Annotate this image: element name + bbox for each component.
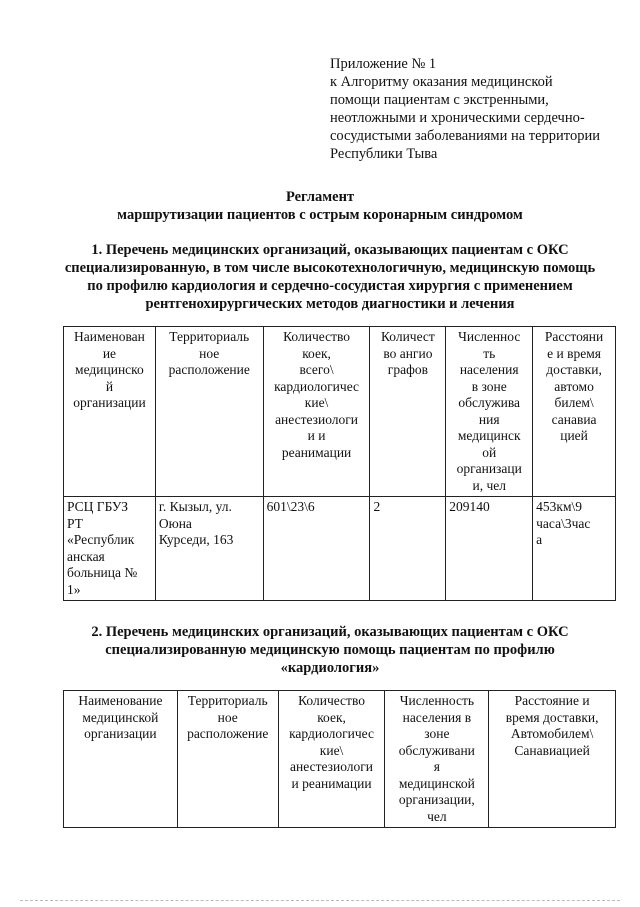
section-2-heading xyxy=(40,623,620,677)
table-cell xyxy=(370,497,446,601)
header-text-line: Количест xyxy=(380,329,435,344)
cell-text-line: РТ xyxy=(67,515,83,531)
header-text-line: кие\ xyxy=(304,395,329,410)
header-text-line: ие xyxy=(102,345,117,361)
table-header-row xyxy=(64,691,616,828)
header-text-line: и и xyxy=(307,428,326,443)
table-header-cell xyxy=(155,327,263,497)
cell-text-line: часа\3час xyxy=(536,515,591,531)
table-header-cell xyxy=(489,691,616,828)
header-text-line: е и время xyxy=(547,345,601,361)
section-1-table xyxy=(63,326,616,601)
header-text-line: Численнос xyxy=(458,329,521,344)
header-text-line: ть xyxy=(483,345,496,361)
table-header-cell xyxy=(385,691,489,828)
header-text-line: в зоне xyxy=(471,378,507,394)
header-text-line: медицинской xyxy=(398,775,475,791)
header-text-line: Численность xyxy=(399,693,475,708)
header-text-line: и, чел xyxy=(472,477,506,493)
header-text-line: анестезиологи xyxy=(275,411,359,427)
cell-text-line: 209140 xyxy=(449,499,490,514)
header-text-line: расположение xyxy=(187,726,269,741)
header-text-line: автомо xyxy=(554,378,594,394)
section-1-heading-line: рентгенохирургических методов диагностики и лечения xyxy=(145,296,515,312)
table-cell xyxy=(64,497,156,601)
header-text-line: анестезиологи xyxy=(290,759,374,774)
cell-text-line: 2 xyxy=(373,499,381,514)
header-text-line: билем\ xyxy=(554,395,594,410)
regulation-subtitle: маршрутизации пациентов с острым коронарным синдромом xyxy=(117,207,523,223)
table-header-cell xyxy=(278,691,385,828)
header-text-line: цией xyxy=(560,428,588,443)
header-text-line: Автомобилем\ xyxy=(510,726,594,741)
header-text-line: всего\ xyxy=(299,362,334,377)
cell-text-line: Оюна xyxy=(158,515,192,531)
table-header-cell xyxy=(446,327,533,497)
header-text-line: Наименован xyxy=(73,329,145,344)
section-1-heading-line: 1. Перечень медицинских организаций, оказывающих пациентам с ОКС xyxy=(91,242,569,258)
header-text-line: организации, xyxy=(398,792,475,807)
header-text-line: Количество xyxy=(283,329,351,344)
header-text-line: обслуживани xyxy=(398,742,475,758)
page-edge-line xyxy=(20,900,620,902)
cell-text-line: а xyxy=(536,532,543,547)
appendix-line: к Алгоритму оказания медицинской xyxy=(330,74,553,90)
table-header-cell xyxy=(177,691,278,828)
header-text-line: кардиологичес xyxy=(289,726,375,741)
appendix-line: Приложение № 1 xyxy=(330,56,437,72)
header-text-line: организации xyxy=(84,726,157,741)
cell-text-line: «Республик xyxy=(67,532,135,547)
table-header-cell xyxy=(64,691,178,828)
header-text-line: чел xyxy=(427,808,447,824)
table-cell xyxy=(446,497,533,601)
header-text-line: Санавиацией xyxy=(514,742,590,758)
cell-text-line: г. Кызыл, ул. xyxy=(158,499,232,514)
appendix-line: помощи пациентам с экстренными, xyxy=(330,92,549,108)
header-text-line: Наименование xyxy=(78,693,163,708)
header-text-line: ой xyxy=(482,444,497,460)
header-text-line: й xyxy=(105,378,114,394)
section-1-heading-line: специализированную, в том числе высокотехнологичную, медицинскую помощь xyxy=(64,260,596,276)
header-text-line: организаци xyxy=(456,461,522,476)
table-header-cell xyxy=(263,327,370,497)
header-text-line: населения в xyxy=(402,709,472,725)
cell-text-line: Курседи, 163 xyxy=(158,532,234,547)
cell-text-line: больница № xyxy=(67,565,138,580)
regulation-title: Регламент xyxy=(285,189,355,205)
appendix-note xyxy=(330,55,620,163)
header-text-line: время доставки, xyxy=(505,709,599,725)
header-text-line: коек, xyxy=(317,709,346,725)
header-text-line: Расстояни xyxy=(544,329,604,344)
table-cell xyxy=(155,497,263,601)
table-header-row xyxy=(64,327,616,497)
header-text-line: во ангио xyxy=(383,345,433,361)
cell-text-line: РСЦ ГБУЗ xyxy=(67,499,129,514)
cell-text-line: 1» xyxy=(67,581,81,597)
header-text-line: ния xyxy=(478,411,500,427)
section-2-table xyxy=(63,690,616,828)
header-text-line: медицинско xyxy=(75,362,144,377)
header-text-line: графов xyxy=(387,362,428,377)
header-text-line: и реанимации xyxy=(291,775,372,791)
appendix-line: неотложными и хроническими сердечно- xyxy=(330,110,585,126)
header-text-line: организации xyxy=(73,395,146,410)
header-text-line: кие\ xyxy=(319,742,344,758)
header-text-line: ное xyxy=(199,345,220,361)
header-text-line: реанимации xyxy=(281,444,352,460)
header-text-line: зоне xyxy=(424,726,450,741)
cell-text-line: 601\23\6 xyxy=(266,499,315,514)
table-cell xyxy=(263,497,370,601)
section-1-heading xyxy=(40,241,620,313)
header-text-line: коек, xyxy=(302,345,331,361)
table-row xyxy=(64,497,616,601)
table-header-cell xyxy=(370,327,446,497)
header-text-line: медицинской xyxy=(82,709,159,725)
header-text-line: Количество xyxy=(298,693,365,708)
appendix-line: Республики Тыва xyxy=(330,146,438,162)
table-cell xyxy=(533,497,616,601)
header-text-line: санавиа xyxy=(551,411,597,427)
header-text-line: населения xyxy=(459,362,519,377)
header-text-line: Расстояние и xyxy=(514,693,590,708)
cell-text-line: 453км\9 xyxy=(536,499,582,514)
header-text-line: доставки, xyxy=(546,362,602,377)
table-header-cell xyxy=(64,327,156,497)
header-text-line: ное xyxy=(217,709,238,725)
header-text-line: я xyxy=(433,759,440,774)
table-header-cell xyxy=(533,327,616,497)
section-2-heading-line: «кардиология» xyxy=(280,660,380,676)
header-text-line: Территориаль xyxy=(187,693,268,708)
header-text-line: Территориаль xyxy=(169,329,250,344)
header-text-line: кардиологичес xyxy=(274,378,360,394)
header-text-line: расположение xyxy=(168,362,250,377)
section-1-heading-line: по профилю кардиология и сердечно-сосудистая хирургия с применением xyxy=(87,278,573,294)
appendix-line: сосудистыми заболеваниями на территории xyxy=(330,128,600,144)
header-text-line: медицинск xyxy=(457,428,521,443)
section-2-heading-line: специализированную медицинскую помощь пациентам по профилю xyxy=(105,642,555,658)
cell-text-line: анская xyxy=(67,548,105,564)
section-2-heading-line: 2. Перечень медицинских организаций, оказывающих пациентам с ОКС xyxy=(91,624,569,640)
header-text-line: обслужива xyxy=(458,395,521,410)
